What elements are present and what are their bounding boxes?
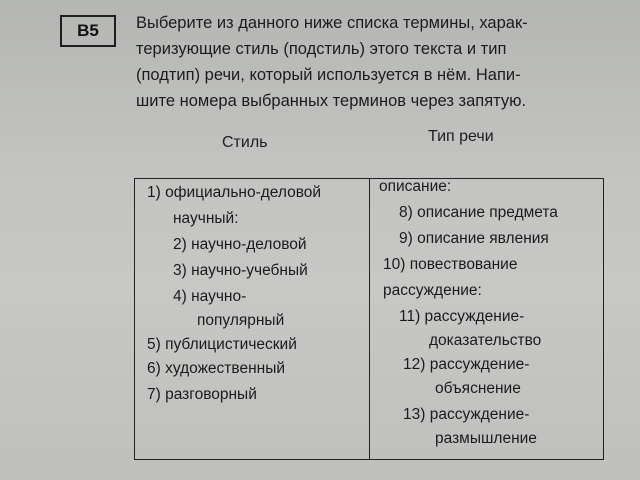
style-term-4-cont: популярный <box>197 312 285 329</box>
instruction-line: Выберите из данного ниже списка термины, харак- <box>136 14 528 32</box>
style-term-2: 2) научно-деловой <box>173 236 307 253</box>
column-divider <box>369 179 370 459</box>
task-instruction <box>136 10 596 114</box>
speech-term-12-cont: объяснение <box>435 380 521 397</box>
instruction-line: шите номера выбранных терминов через запятую. <box>136 92 527 110</box>
speech-term-13-cont: размышление <box>435 430 537 447</box>
terms-table <box>134 178 604 460</box>
speech-term-13: 13) рассуждение- <box>403 406 530 423</box>
speech-group-reasoning: рассуждение: <box>383 282 482 299</box>
style-term-5: 5) публицистический <box>147 336 297 353</box>
instruction-line: теризующие стиль (подстиль) этого текста и тип <box>136 40 507 58</box>
speech-term-12: 12) рассуждение- <box>403 356 530 373</box>
speech-term-11-cont: доказательство <box>429 332 542 349</box>
speech-term-9: 9) описание явления <box>399 230 549 247</box>
instruction-line: (подтип) речи, который используется в нём. Напи- <box>136 66 521 84</box>
style-column-heading: Стиль <box>222 134 268 151</box>
speech-term-11: 11) рассуждение- <box>399 308 525 325</box>
speech-group-description: описание: <box>379 178 452 195</box>
speech-type-column-heading: Тип речи <box>428 128 494 145</box>
speech-term-8: 8) описание предмета <box>399 204 558 221</box>
style-term-4: 4) научно- <box>173 288 247 305</box>
style-term-7: 7) разговорный <box>147 386 257 403</box>
task-number-badge: В5 <box>60 15 116 47</box>
style-term-3: 3) научно-учебный <box>173 262 308 279</box>
style-term-6: 6) художественный <box>147 360 286 377</box>
style-group-scientific: научный: <box>173 210 239 227</box>
style-term-1: 1) официально-деловой <box>147 184 322 201</box>
speech-term-10: 10) повествование <box>383 256 518 273</box>
